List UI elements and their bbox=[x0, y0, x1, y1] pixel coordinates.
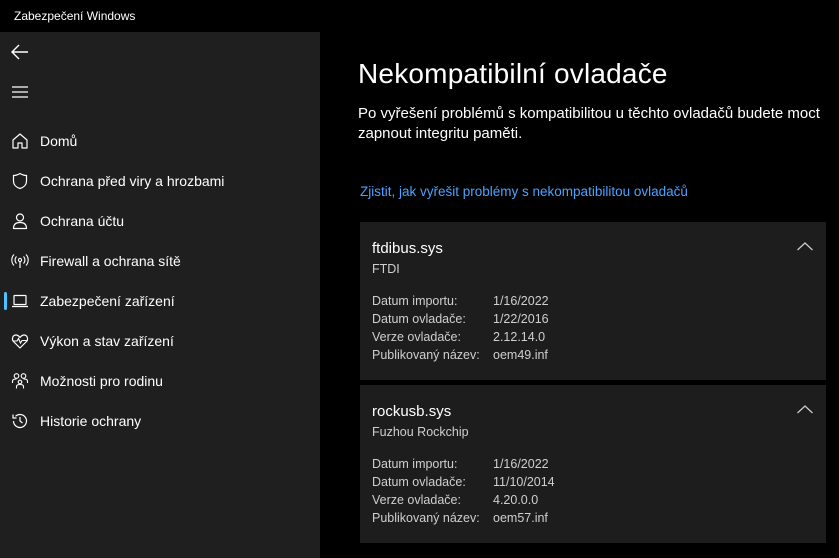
history-icon bbox=[11, 412, 29, 430]
published-name-value: oem49.inf bbox=[493, 348, 548, 362]
driver-name: ftdibus.sys bbox=[372, 240, 443, 257]
sidebar-item-label: Domů bbox=[40, 133, 78, 149]
heart-pulse-icon bbox=[11, 332, 29, 350]
sidebar-item-label: Ochrana před viry a hrozbami bbox=[40, 173, 225, 189]
driver-version-label: Verze ovladače: bbox=[372, 330, 461, 344]
back-arrow-icon bbox=[11, 44, 29, 60]
sidebar-item-label: Firewall a ochrana sítě bbox=[40, 253, 181, 269]
driver-date-row bbox=[372, 475, 812, 493]
sidebar-item-account-protection[interactable] bbox=[0, 201, 320, 241]
driver-version-value: 2.12.14.0 bbox=[493, 330, 546, 344]
import-date-value: 1/16/2022 bbox=[493, 294, 549, 308]
sidebar-item-device-security[interactable] bbox=[0, 281, 320, 321]
home-icon bbox=[11, 132, 29, 150]
antenna-icon bbox=[11, 252, 29, 270]
driver-card bbox=[360, 385, 826, 543]
person-icon bbox=[11, 212, 29, 230]
driver-name: rockusb.sys bbox=[372, 403, 452, 420]
back-button[interactable] bbox=[10, 42, 30, 62]
driver-card bbox=[360, 222, 826, 380]
chevron-up-icon bbox=[796, 403, 814, 417]
import-date-label: Datum importu: bbox=[372, 457, 458, 471]
import-date-label: Datum importu: bbox=[372, 294, 458, 308]
driver-date-row bbox=[372, 312, 812, 330]
sidebar-item-label: Zabezpečení zařízení bbox=[40, 293, 175, 309]
driver-date-value: 1/22/2016 bbox=[493, 312, 549, 326]
driver-version-row bbox=[372, 493, 812, 511]
family-icon bbox=[11, 372, 29, 390]
active-indicator bbox=[4, 292, 7, 310]
import-date-row bbox=[372, 457, 812, 475]
chevron-up-icon bbox=[796, 240, 814, 254]
page-title: Nekompatibilní ovladače bbox=[358, 58, 668, 89]
driver-version-value: 4.20.0.0 bbox=[493, 493, 539, 507]
menu-button[interactable] bbox=[10, 82, 30, 102]
sidebar-item-label: Výkon a stav zařízení bbox=[40, 333, 174, 349]
window-title: Zabezpečení Windows bbox=[14, 9, 136, 23]
driver-version-label: Verze ovladače: bbox=[372, 493, 461, 507]
shield-icon bbox=[11, 172, 29, 190]
published-name-value: oem57.inf bbox=[493, 511, 548, 525]
page-description: Po vyřešení problémů s kompatibilitou u těchto ovladačů budete moct zapnout integritu paměti. bbox=[358, 105, 820, 142]
main-content bbox=[320, 32, 839, 558]
sidebar-item-protection-history[interactable] bbox=[0, 401, 320, 441]
driver-vendor: Fuzhou Rockchip bbox=[372, 425, 469, 439]
import-date-value: 1/16/2022 bbox=[493, 457, 549, 471]
driver-date-value: 11/10/2014 bbox=[493, 475, 555, 489]
published-name-label: Publikovaný název: bbox=[372, 511, 480, 525]
sidebar-item-home[interactable] bbox=[0, 121, 320, 161]
published-name-label: Publikovaný název: bbox=[372, 348, 480, 362]
driver-vendor: FTDI bbox=[372, 262, 400, 276]
help-link[interactable]: Zjistit, jak vyřešit problémy s nekompatibilitou ovladačů bbox=[360, 184, 688, 199]
sidebar-item-family-options[interactable] bbox=[0, 361, 320, 401]
title-bar bbox=[0, 0, 839, 32]
driver-date-label: Datum ovladače: bbox=[372, 312, 466, 326]
published-name-row bbox=[372, 348, 812, 366]
sidebar bbox=[0, 32, 320, 558]
sidebar-item-virus-protection[interactable] bbox=[0, 161, 320, 201]
hamburger-icon bbox=[11, 85, 29, 99]
sidebar-item-device-performance[interactable] bbox=[0, 321, 320, 361]
driver-date-label: Datum ovladače: bbox=[372, 475, 466, 489]
published-name-row bbox=[372, 511, 812, 529]
sidebar-item-label: Možnosti pro rodinu bbox=[40, 373, 163, 389]
driver-version-row bbox=[372, 330, 812, 348]
laptop-icon bbox=[11, 292, 29, 310]
sidebar-item-firewall[interactable] bbox=[0, 241, 320, 281]
import-date-row bbox=[372, 294, 812, 312]
sidebar-item-label: Historie ochrany bbox=[40, 413, 142, 429]
collapse-button[interactable] bbox=[796, 403, 814, 417]
sidebar-item-label: Ochrana účtu bbox=[40, 213, 125, 229]
collapse-button[interactable] bbox=[796, 240, 814, 254]
